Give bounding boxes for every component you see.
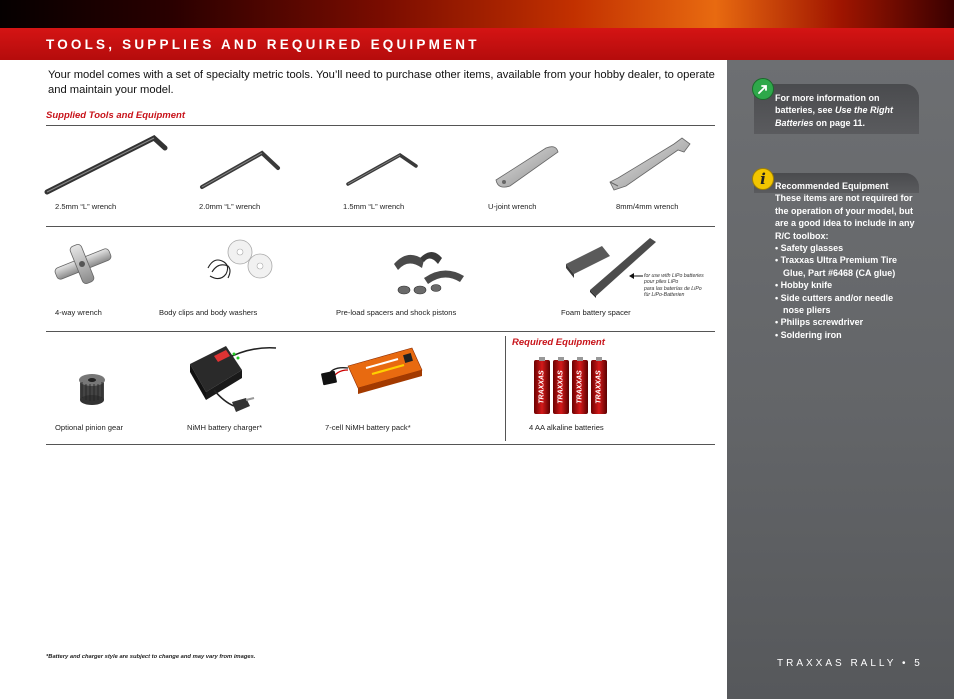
recommended-item: • Hobby knife: [775, 280, 833, 291]
lipo-note-line: for use with LiPo batteries: [644, 273, 704, 279]
caption-body-clips: Body clips and body washers: [159, 308, 258, 317]
hex-wrench-2-5-image: [44, 132, 168, 196]
aa-batteries-image: [533, 357, 607, 416]
lipo-note-line: para las baterías de LiPo: [644, 285, 702, 292]
hex-wrench-1-5-image: [345, 150, 420, 188]
lipo-note-line: für LiPo-Batterien: [644, 292, 685, 299]
info-glyph: i: [760, 170, 766, 188]
recommended-title: Recommended Equipment: [775, 181, 889, 191]
divider: [46, 226, 715, 227]
lipo-note-line: pour piles LiPo: [644, 279, 679, 286]
arrow-note-icon: [752, 78, 774, 100]
lipo-note: [644, 273, 704, 299]
sidebar: [727, 60, 954, 699]
divider: [46, 125, 715, 126]
caption-foam-spacer: Foam battery spacer: [561, 308, 631, 317]
8mm-4mm-wrench-image: [608, 134, 694, 192]
caption-4-way-wrench: 4-way wrench: [55, 308, 102, 317]
battery-label: TRAXXAS: [576, 370, 584, 404]
footnote: *Battery and charger style are subject to change and may vary from images.: [46, 654, 256, 660]
divider: [46, 444, 715, 445]
battery-note-prefix: For more information on batteries, see: [775, 93, 880, 116]
arrow-icon: [629, 272, 643, 280]
recommended-item: • Side cutters and/or needle nose pliers: [775, 292, 894, 316]
nimh-battery-pack-image: [318, 342, 430, 406]
hex-wrench-2-0-image: [198, 147, 284, 191]
shock-spacers-pistons-image: [384, 244, 472, 298]
caption-pinion-gear: Optional pinion gear: [55, 423, 123, 432]
recommended-equipment: [775, 180, 915, 341]
info-icon: [752, 168, 774, 190]
top-decorative-band: [0, 0, 954, 28]
battery-note-link[interactable]: Use the Right Batteries: [775, 105, 894, 128]
intro-paragraph: Your model comes with a set of specialty metric tools. You’ll need to purchase other items, available from your hobby dealer, to operate and maintain your model.: [48, 69, 715, 96]
title-bar: [0, 28, 954, 60]
caption-u-joint-wrench: U-joint wrench: [488, 202, 537, 211]
recommended-intro: These items are not required for the operation of your model, but are a good idea to include in any R/C toolbox:: [775, 193, 915, 241]
caption-1-5mm-wrench: 1.5mm “L” wrench: [343, 202, 405, 211]
recommended-item: • Traxxas Ultra Premium Tire Glue, Part #6468 (CA glue): [775, 255, 898, 278]
caption-aa-batteries: 4 AA alkaline batteries: [529, 423, 604, 432]
caption-2-5mm-wrench: 2.5mm “L” wrench: [55, 202, 117, 211]
divider: [505, 336, 506, 441]
battery-note-suffix: on page 11.: [813, 117, 866, 128]
body-clips-washers-image: [200, 236, 276, 288]
page-title: TOOLS, SUPPLIES AND REQUIRED EQUIPMENT: [46, 37, 480, 52]
page-footer: TRAXXAS RALLY • 5: [777, 658, 923, 669]
divider: [46, 331, 715, 332]
battery-note: [775, 92, 915, 129]
battery-label: TRAXXAS: [595, 370, 603, 404]
caption-nimh-charger: NiMH battery charger*: [187, 423, 263, 432]
caption-nimh-battery-pack: 7-cell NiMH battery pack*: [325, 423, 411, 432]
recommended-item: • Soldering iron: [775, 329, 842, 340]
recommended-item: • Safety glasses: [775, 243, 844, 254]
battery-label: TRAXXAS: [557, 370, 565, 404]
pinion-gear-image: [74, 366, 110, 408]
caption-2-0mm-wrench: 2.0mm “L” wrench: [199, 202, 261, 211]
required-heading: Required Equipment: [512, 337, 605, 348]
caption-8mm-4mm-wrench: 8mm/4mm wrench: [616, 202, 679, 211]
battery-label: TRAXXAS: [538, 370, 546, 404]
caption-pre-load-spacers: Pre-load spacers and shock pistons: [336, 308, 457, 317]
supplied-heading: Supplied Tools and Equipment: [46, 110, 185, 121]
4-way-wrench-image: [50, 240, 118, 288]
arrow-note-glyph: [753, 79, 773, 99]
recommended-item: • Philips screwdriver: [775, 317, 864, 328]
nimh-charger-image: [184, 340, 280, 416]
u-joint-wrench-image: [492, 142, 562, 190]
